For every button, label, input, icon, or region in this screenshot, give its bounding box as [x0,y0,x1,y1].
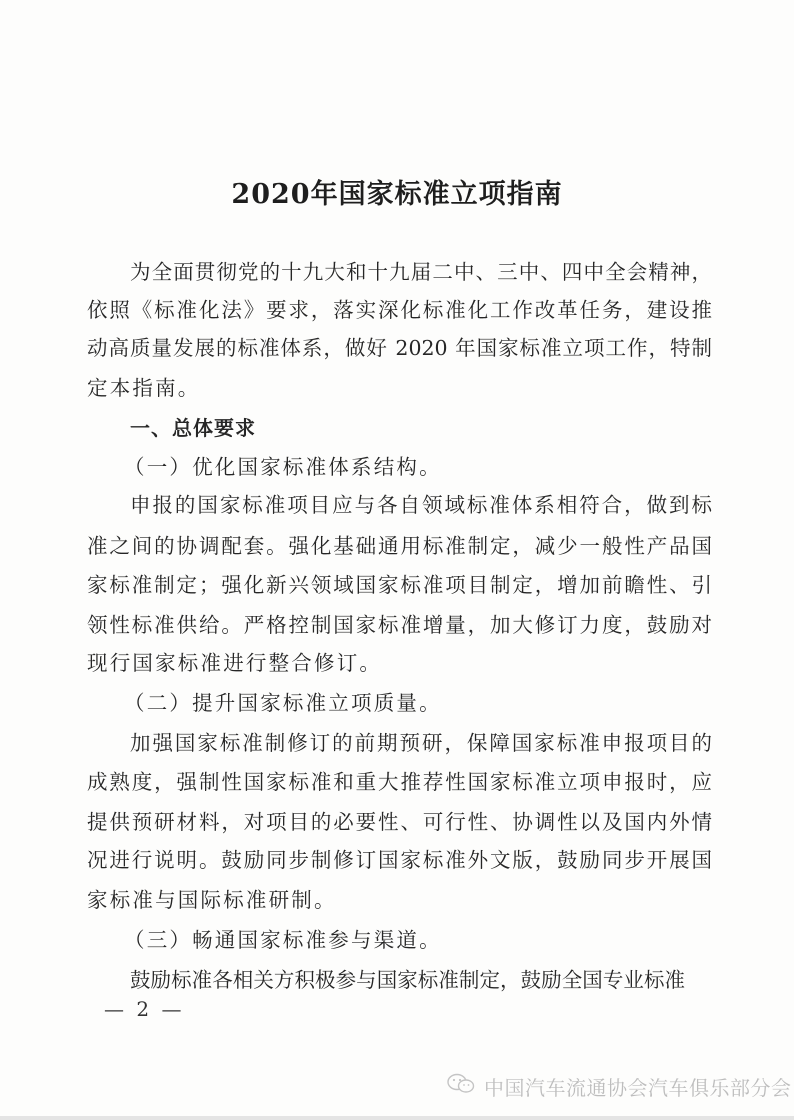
section-heading: 一、总体要求 [130,416,256,440]
subsection-heading: （一）优化国家标准体系结构。 [124,455,442,479]
watermark [446,1071,792,1101]
document-title: 2020年国家标准立项指南 [231,179,563,210]
text-line: 准之间的协调配套。强化基础通用标准制定，减少一般性产品国 [87,534,712,558]
bottom-rule [0,1116,794,1120]
text-line: 为全面贯彻党的十九大和十九届二中、三中、四中全会精神， [130,260,712,284]
text-line: 定本指南。 [87,376,201,400]
text-line: 申报的国家标准项目应与各自领域标准体系相符合，做到标 [130,493,712,517]
text-line: 加强国家标准制修订的前期预研，保障国家标准申报项目的 [130,731,712,755]
text-line: 领性标准供给。严格控制国家标准增量，加大修订力度，鼓励对 [87,613,712,637]
wechat-icon [446,1072,476,1100]
watermark-text: 中国汽车流通协会汽车俱乐部分会 [484,1075,792,1100]
text-line: 依照《标准化法》要求，落实深化标准化工作改革任务，建设推 [87,298,712,322]
text-line: 提供预研材料，对项目的必要性、可行性、协调性以及国内外情 [87,810,712,834]
text-line: 动高质量发展的标准体系，做好 2020 年国家标准立项工作，特制 [87,336,712,360]
subsection-heading: （三）畅通国家标准参与渠道。 [124,928,442,952]
subsection-heading: （二）提升国家标准立项质量。 [124,691,442,715]
page-number: — 2 — [104,997,185,1021]
text-line: 况进行说明。鼓励同步制修订国家标准外文版，鼓励同步开展国 [87,848,712,872]
text-line: 成熟度，强制性国家标准和重大推荐性国家标准立项申报时，应 [87,770,712,794]
text-line: 鼓励标准各相关方积极参与国家标准制定，鼓励全国专业标准 [130,968,685,992]
text-line: 现行国家标准进行整合修订。 [87,651,383,675]
text-line: 家标准制定；强化新兴领域国家标准项目制定，增加前瞻性、引 [87,573,712,597]
text-line: 家标准与国际标准研制。 [87,888,337,912]
